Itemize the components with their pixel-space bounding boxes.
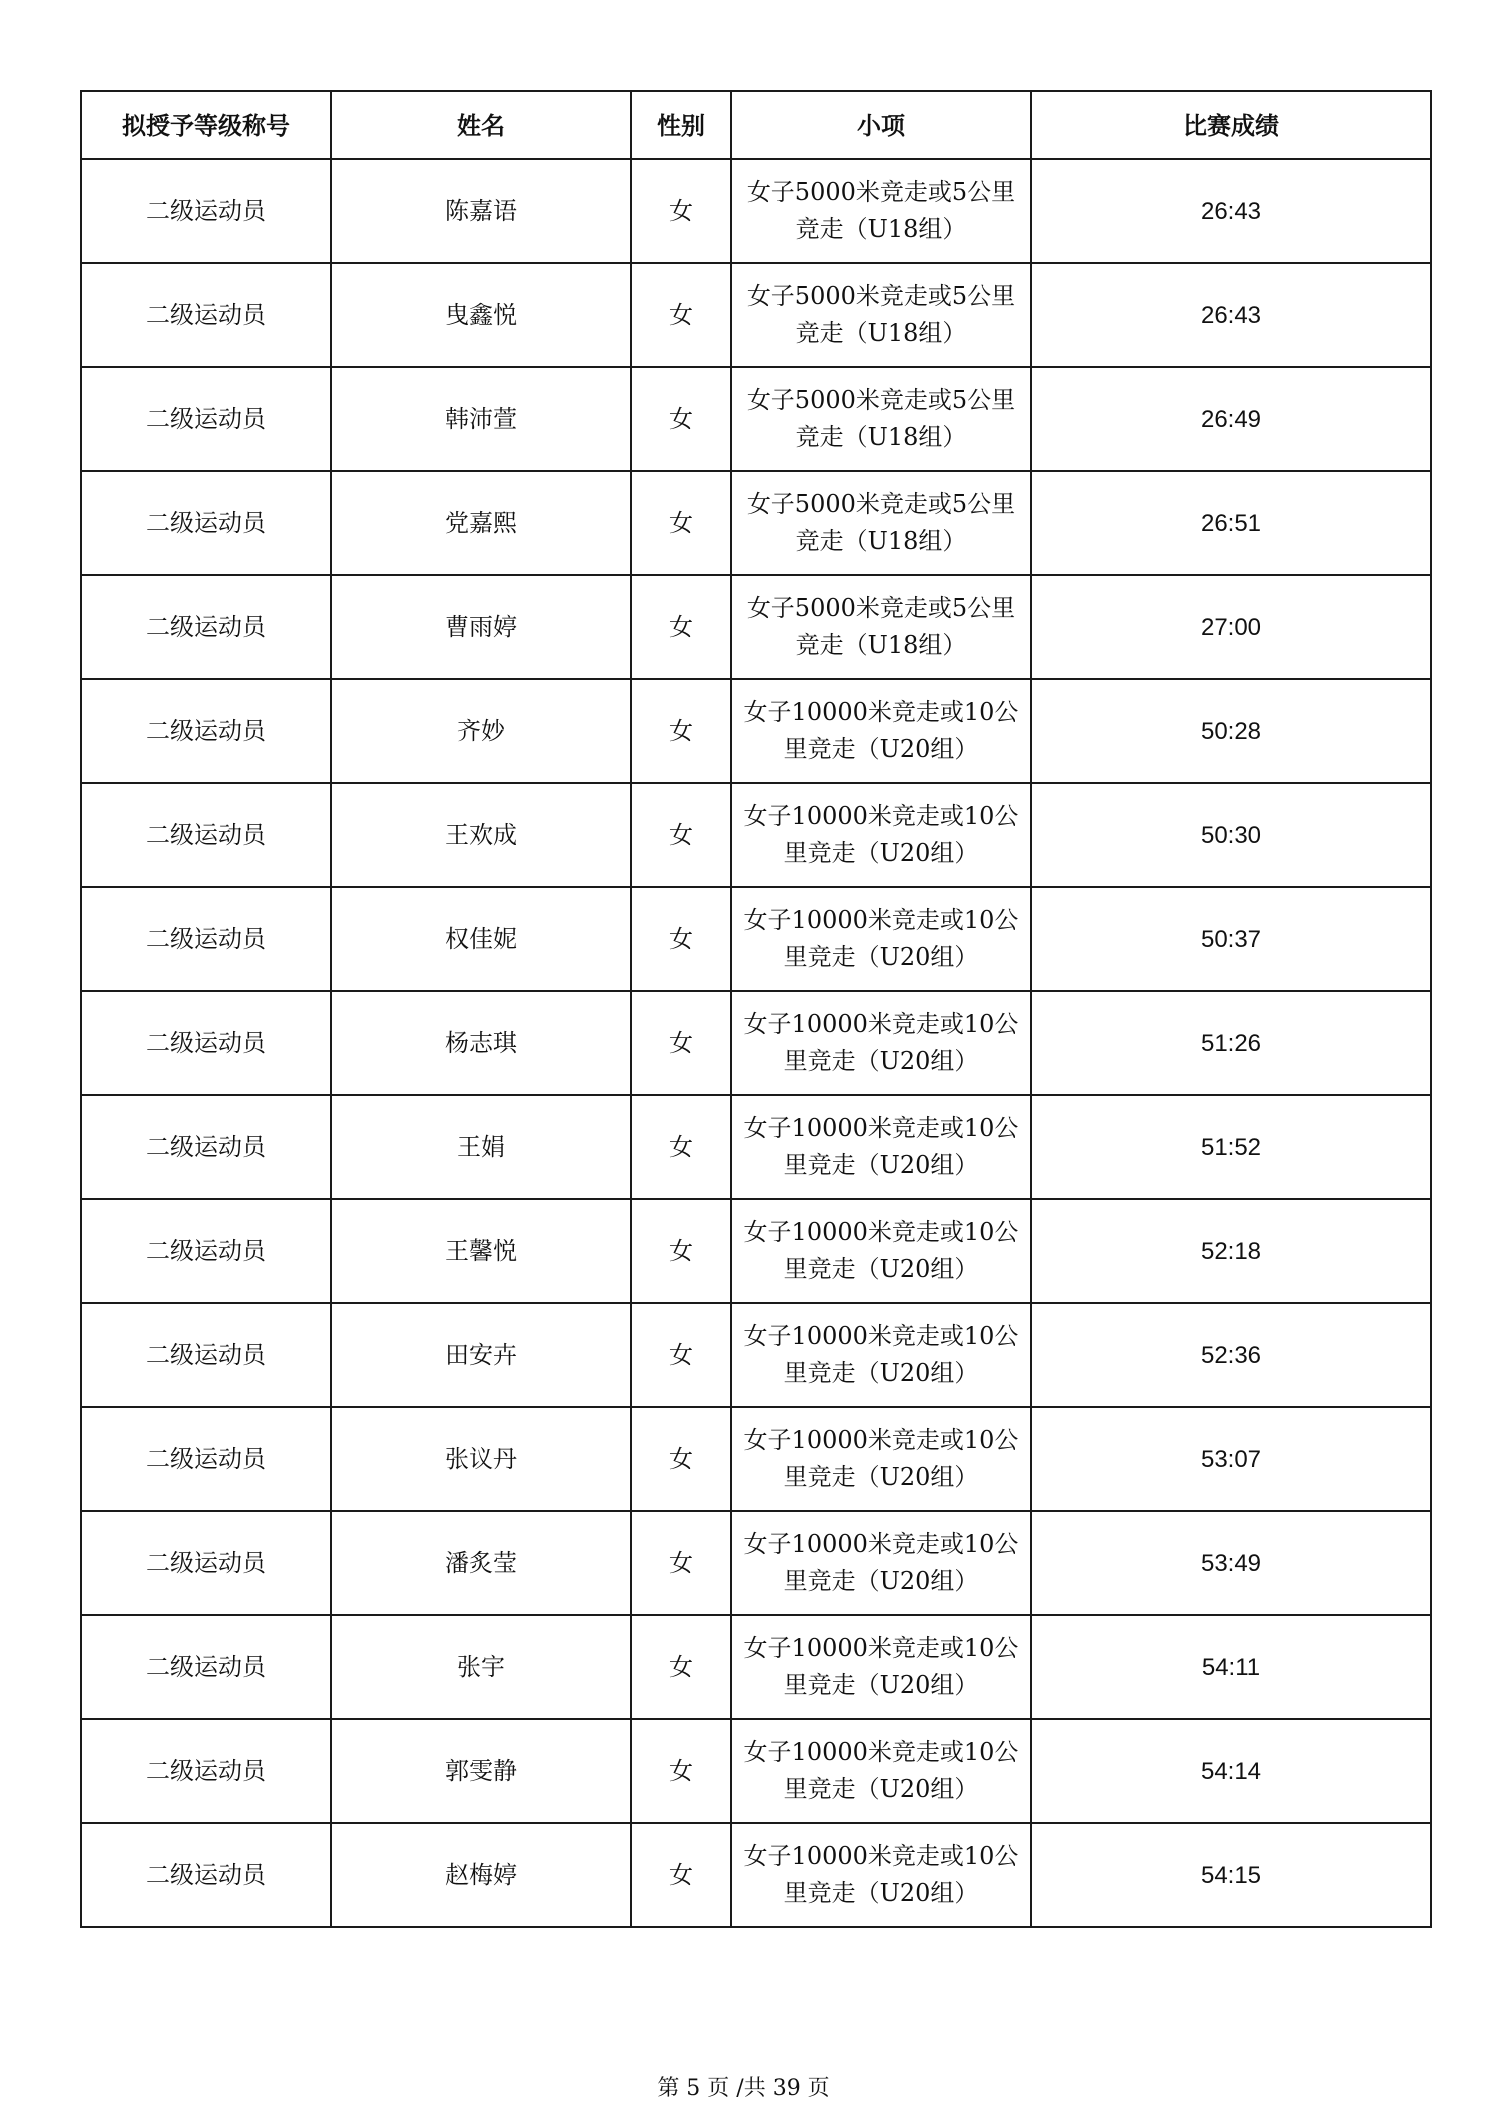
- cell-level: 二级运动员: [81, 1407, 331, 1511]
- cell-name: 赵梅婷: [331, 1823, 631, 1927]
- table-row: [81, 887, 1431, 991]
- cell-event: 女子10000米竞走或10公里竞走（U20组）: [731, 1095, 1031, 1199]
- table-row: [81, 1823, 1431, 1927]
- cell-level: 二级运动员: [81, 1511, 331, 1615]
- table-row: [81, 991, 1431, 1095]
- cell-name: 田安卉: [331, 1303, 631, 1407]
- cell-event: 女子10000米竞走或10公里竞走（U20组）: [731, 887, 1031, 991]
- cell-level: 二级运动员: [81, 783, 331, 887]
- cell-gender: 女: [631, 1615, 731, 1719]
- table-row: [81, 159, 1431, 263]
- athlete-table: [80, 90, 1432, 1928]
- cell-gender: 女: [631, 1199, 731, 1303]
- table-row: [81, 263, 1431, 367]
- table-row: [81, 783, 1431, 887]
- cell-event: 女子5000米竞走或5公里竞走（U18组）: [731, 367, 1031, 471]
- cell-name: 张议丹: [331, 1407, 631, 1511]
- cell-name: 陈嘉语: [331, 159, 631, 263]
- header-result: 比赛成绩: [1031, 91, 1431, 159]
- cell-gender: 女: [631, 1095, 731, 1199]
- cell-level: 二级运动员: [81, 367, 331, 471]
- table-row: [81, 575, 1431, 679]
- cell-event: 女子10000米竞走或10公里竞走（U20组）: [731, 1199, 1031, 1303]
- table-row: [81, 1095, 1431, 1199]
- header-level: 拟授予等级称号: [81, 91, 331, 159]
- cell-result: 50:28: [1031, 679, 1431, 783]
- header-row: [81, 91, 1431, 159]
- cell-name: 张宇: [331, 1615, 631, 1719]
- cell-result: 54:14: [1031, 1719, 1431, 1823]
- cell-event: 女子5000米竞走或5公里竞走（U18组）: [731, 159, 1031, 263]
- cell-event: 女子5000米竞走或5公里竞走（U18组）: [731, 471, 1031, 575]
- table-row: [81, 367, 1431, 471]
- cell-event: 女子5000米竞走或5公里竞走（U18组）: [731, 263, 1031, 367]
- cell-gender: 女: [631, 1407, 731, 1511]
- cell-gender: 女: [631, 783, 731, 887]
- cell-result: 54:11: [1031, 1615, 1431, 1719]
- cell-level: 二级运动员: [81, 159, 331, 263]
- cell-gender: 女: [631, 367, 731, 471]
- header-gender: 性别: [631, 91, 731, 159]
- cell-name: 王欢成: [331, 783, 631, 887]
- table-row: [81, 1407, 1431, 1511]
- cell-event: 女子10000米竞走或10公里竞走（U20组）: [731, 783, 1031, 887]
- cell-event: 女子10000米竞走或10公里竞走（U20组）: [731, 1511, 1031, 1615]
- cell-event: 女子10000米竞走或10公里竞走（U20组）: [731, 1615, 1031, 1719]
- cell-gender: 女: [631, 575, 731, 679]
- cell-level: 二级运动员: [81, 991, 331, 1095]
- cell-event: 女子10000米竞走或10公里竞走（U20组）: [731, 1719, 1031, 1823]
- table-header: [81, 91, 1431, 159]
- cell-gender: 女: [631, 679, 731, 783]
- table-row: [81, 1199, 1431, 1303]
- cell-gender: 女: [631, 159, 731, 263]
- cell-level: 二级运动员: [81, 1199, 331, 1303]
- cell-name: 杨志琪: [331, 991, 631, 1095]
- cell-name: 王娟: [331, 1095, 631, 1199]
- cell-result: 51:52: [1031, 1095, 1431, 1199]
- cell-event: 女子10000米竞走或10公里竞走（U20组）: [731, 991, 1031, 1095]
- cell-result: 52:18: [1031, 1199, 1431, 1303]
- cell-result: 26:49: [1031, 367, 1431, 471]
- cell-name: 党嘉熙: [331, 471, 631, 575]
- cell-event: 女子10000米竞走或10公里竞走（U20组）: [731, 1823, 1031, 1927]
- cell-level: 二级运动员: [81, 263, 331, 367]
- cell-gender: 女: [631, 1823, 731, 1927]
- cell-result: 26:43: [1031, 263, 1431, 367]
- cell-level: 二级运动员: [81, 575, 331, 679]
- cell-gender: 女: [631, 1303, 731, 1407]
- cell-result: 54:15: [1031, 1823, 1431, 1927]
- table-row: [81, 679, 1431, 783]
- table-row: [81, 1511, 1431, 1615]
- cell-result: 50:37: [1031, 887, 1431, 991]
- cell-event: 女子10000米竞走或10公里竞走（U20组）: [731, 1303, 1031, 1407]
- cell-result: 26:43: [1031, 159, 1431, 263]
- cell-result: 53:07: [1031, 1407, 1431, 1511]
- cell-name: 权佳妮: [331, 887, 631, 991]
- cell-name: 韩沛萱: [331, 367, 631, 471]
- header-name: 姓名: [331, 91, 631, 159]
- table-row: [81, 1719, 1431, 1823]
- cell-result: 51:26: [1031, 991, 1431, 1095]
- cell-result: 52:36: [1031, 1303, 1431, 1407]
- cell-level: 二级运动员: [81, 679, 331, 783]
- cell-level: 二级运动员: [81, 1095, 331, 1199]
- cell-gender: 女: [631, 991, 731, 1095]
- cell-gender: 女: [631, 887, 731, 991]
- cell-result: 50:30: [1031, 783, 1431, 887]
- cell-name: 潘炙莹: [331, 1511, 631, 1615]
- cell-gender: 女: [631, 1719, 731, 1823]
- table-row: [81, 471, 1431, 575]
- cell-gender: 女: [631, 263, 731, 367]
- cell-name: 齐妙: [331, 679, 631, 783]
- cell-level: 二级运动员: [81, 1303, 331, 1407]
- cell-gender: 女: [631, 1511, 731, 1615]
- cell-level: 二级运动员: [81, 1615, 331, 1719]
- cell-level: 二级运动员: [81, 471, 331, 575]
- cell-result: 26:51: [1031, 471, 1431, 575]
- cell-event: 女子5000米竞走或5公里竞走（U18组）: [731, 575, 1031, 679]
- table-body: [81, 159, 1431, 1927]
- cell-name: 郭雯静: [331, 1719, 631, 1823]
- table-row: [81, 1615, 1431, 1719]
- cell-gender: 女: [631, 471, 731, 575]
- cell-result: 53:49: [1031, 1511, 1431, 1615]
- cell-name: 王馨悦: [331, 1199, 631, 1303]
- cell-level: 二级运动员: [81, 887, 331, 991]
- cell-event: 女子10000米竞走或10公里竞走（U20组）: [731, 679, 1031, 783]
- cell-level: 二级运动员: [81, 1719, 331, 1823]
- header-event: 小项: [731, 91, 1031, 159]
- page-number: 第 5 页 /共 39 页: [657, 2076, 830, 2101]
- cell-result: 27:00: [1031, 575, 1431, 679]
- cell-event: 女子10000米竞走或10公里竞走（U20组）: [731, 1407, 1031, 1511]
- table-row: [81, 1303, 1431, 1407]
- cell-name: 曳鑫悦: [331, 263, 631, 367]
- cell-level: 二级运动员: [81, 1823, 331, 1927]
- cell-name: 曹雨婷: [331, 575, 631, 679]
